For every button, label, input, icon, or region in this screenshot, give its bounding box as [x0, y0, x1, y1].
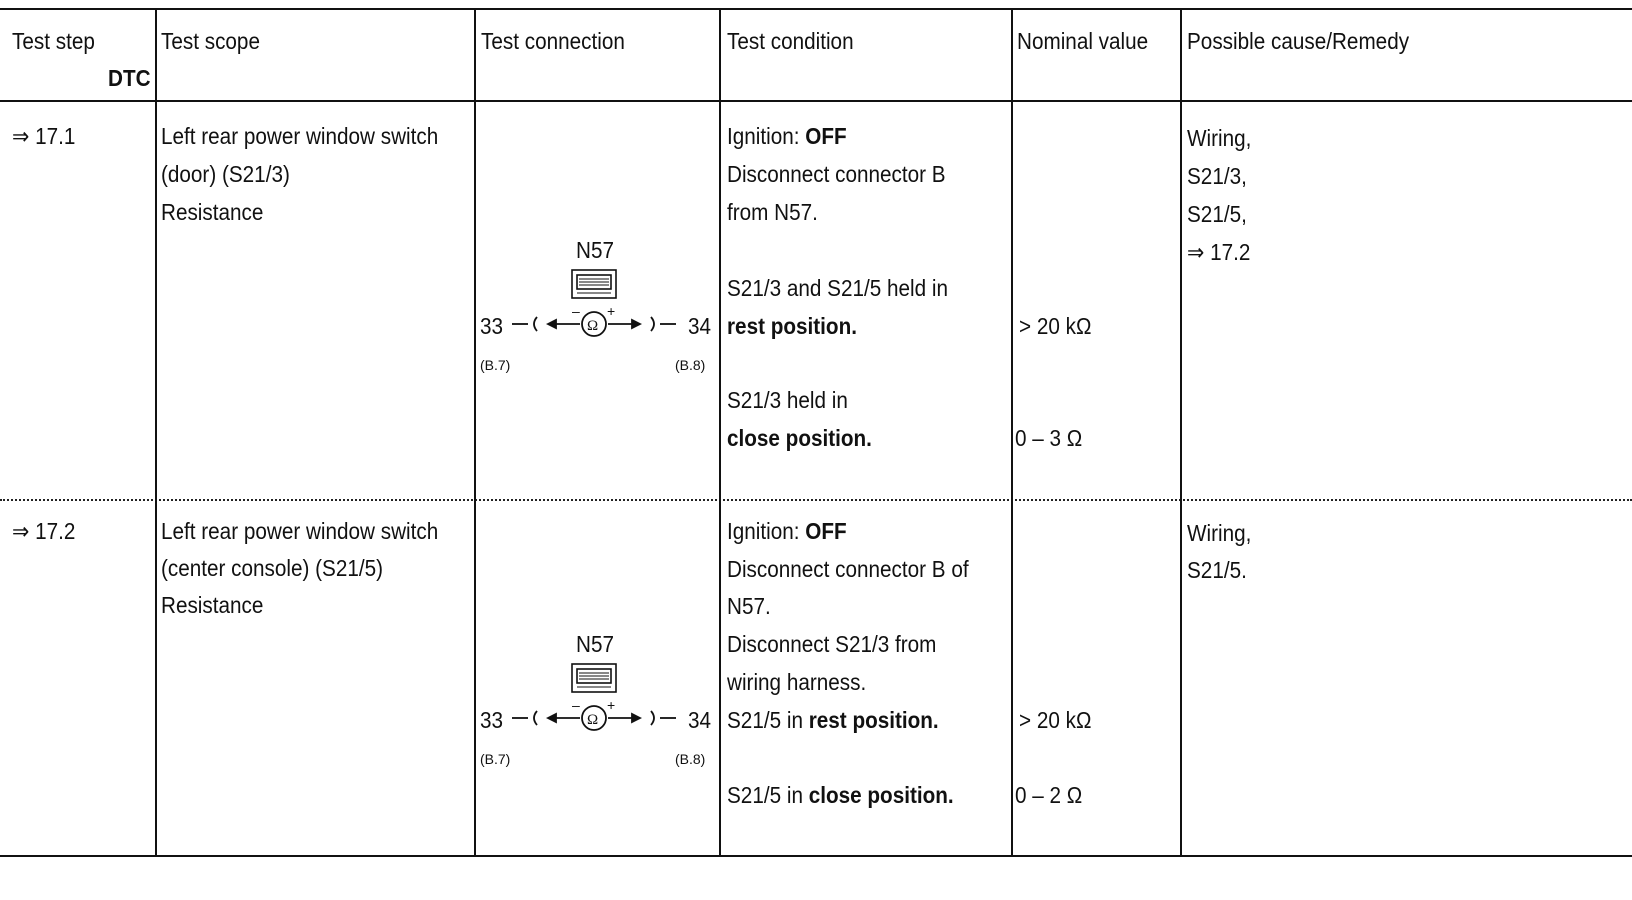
row1-condition-line3: from N57. — [727, 199, 818, 225]
row1-remedy-line1: Wiring, — [1187, 125, 1252, 151]
column-divider — [1011, 8, 1013, 857]
header-test-condition: Test condition — [727, 28, 854, 54]
row1-ref-right: (B.8) — [675, 357, 706, 373]
row2-scope-line1: Left rear power window switch — [161, 518, 439, 544]
header-test-connection: Test connection — [481, 28, 625, 54]
row1-condition-ignition: Ignition: OFF — [727, 123, 847, 149]
row2-pin-left: 33 — [480, 707, 504, 733]
row2-nominal-close: 0 – 2 Ω — [1015, 782, 1083, 808]
svg-text:Ω: Ω — [587, 318, 599, 334]
row1-scope-line1: Left rear power window switch — [161, 123, 439, 149]
row-separator — [0, 499, 1632, 501]
row2-ref-left: (B.7) — [480, 751, 511, 767]
row2-test-step: ⇒ 17.2 — [12, 518, 76, 544]
row2-connection-diagram — [476, 656, 718, 746]
row1-pin-left: 33 — [480, 313, 504, 339]
row2-condition-line5: wiring harness. — [727, 669, 867, 695]
row1-scope-line3: Resistance — [161, 199, 264, 225]
column-divider — [1180, 8, 1182, 857]
row2-condition-line3: N57. — [727, 593, 771, 619]
row2-condition-line2: Disconnect connector B of — [727, 556, 969, 582]
row1-test-step: ⇒ 17.1 — [12, 123, 76, 149]
row2-scope-line2: (center console) (S21/5) — [161, 555, 384, 581]
row1-remedy-line3: S21/5, — [1187, 201, 1247, 227]
row1-condition-line7: close position. — [727, 425, 872, 451]
svg-text:+: + — [607, 697, 616, 713]
row2-nominal-rest: > 20 kΩ — [1019, 707, 1092, 733]
row2-remedy-line1: Wiring, — [1187, 520, 1252, 546]
header-remedy: Possible cause/Remedy — [1187, 28, 1410, 54]
row1-ref-left: (B.7) — [480, 357, 511, 373]
row1-connection-diagram — [476, 262, 718, 352]
header-bottom-border — [0, 100, 1632, 102]
row1-nominal-rest: > 20 kΩ — [1019, 313, 1092, 339]
row2-scope-line3: Resistance — [161, 592, 264, 618]
svg-text:+: + — [607, 303, 616, 319]
table-bottom-border — [0, 855, 1632, 857]
header-dtc: DTC — [108, 65, 151, 91]
svg-text:–: – — [572, 303, 580, 319]
table-top-border — [0, 8, 1632, 10]
row2-condition-line6: S21/5 in rest position. — [727, 707, 939, 733]
row1-remedy-link: ⇒ 17.2 — [1187, 239, 1251, 265]
svg-text:Ω: Ω — [587, 712, 599, 728]
row1-pin-right: 34 — [688, 313, 712, 339]
row1-condition-line6: S21/3 held in — [727, 387, 848, 413]
module-icon — [572, 664, 616, 692]
column-divider — [719, 8, 721, 857]
header-test-scope: Test scope — [161, 28, 260, 54]
row1-condition-line5: rest position. — [727, 313, 857, 339]
row1-nominal-close: 0 – 3 Ω — [1015, 425, 1083, 451]
module-icon — [572, 270, 616, 298]
header-nominal-value: Nominal value — [1017, 28, 1149, 54]
row2-remedy-line2: S21/5. — [1187, 557, 1247, 583]
row1-module-label: N57 — [576, 237, 614, 263]
row2-pin-right: 34 — [688, 707, 712, 733]
row2-condition-ignition: Ignition: OFF — [727, 518, 847, 544]
row2-condition-line4: Disconnect S21/3 from — [727, 631, 937, 657]
row1-scope-line2: (door) (S21/3) — [161, 161, 290, 187]
row1-condition-line2: Disconnect connector B — [727, 161, 946, 187]
row2-ref-right: (B.8) — [675, 751, 706, 767]
row2-module-label: N57 — [576, 631, 614, 657]
header-test-step: Test step — [12, 28, 95, 54]
svg-text:–: – — [572, 697, 580, 713]
row2-condition-line7: S21/5 in close position. — [727, 782, 954, 808]
row1-condition-line4: S21/3 and S21/5 held in — [727, 275, 948, 301]
column-divider — [155, 8, 157, 857]
row1-remedy-line2: S21/3, — [1187, 163, 1247, 189]
